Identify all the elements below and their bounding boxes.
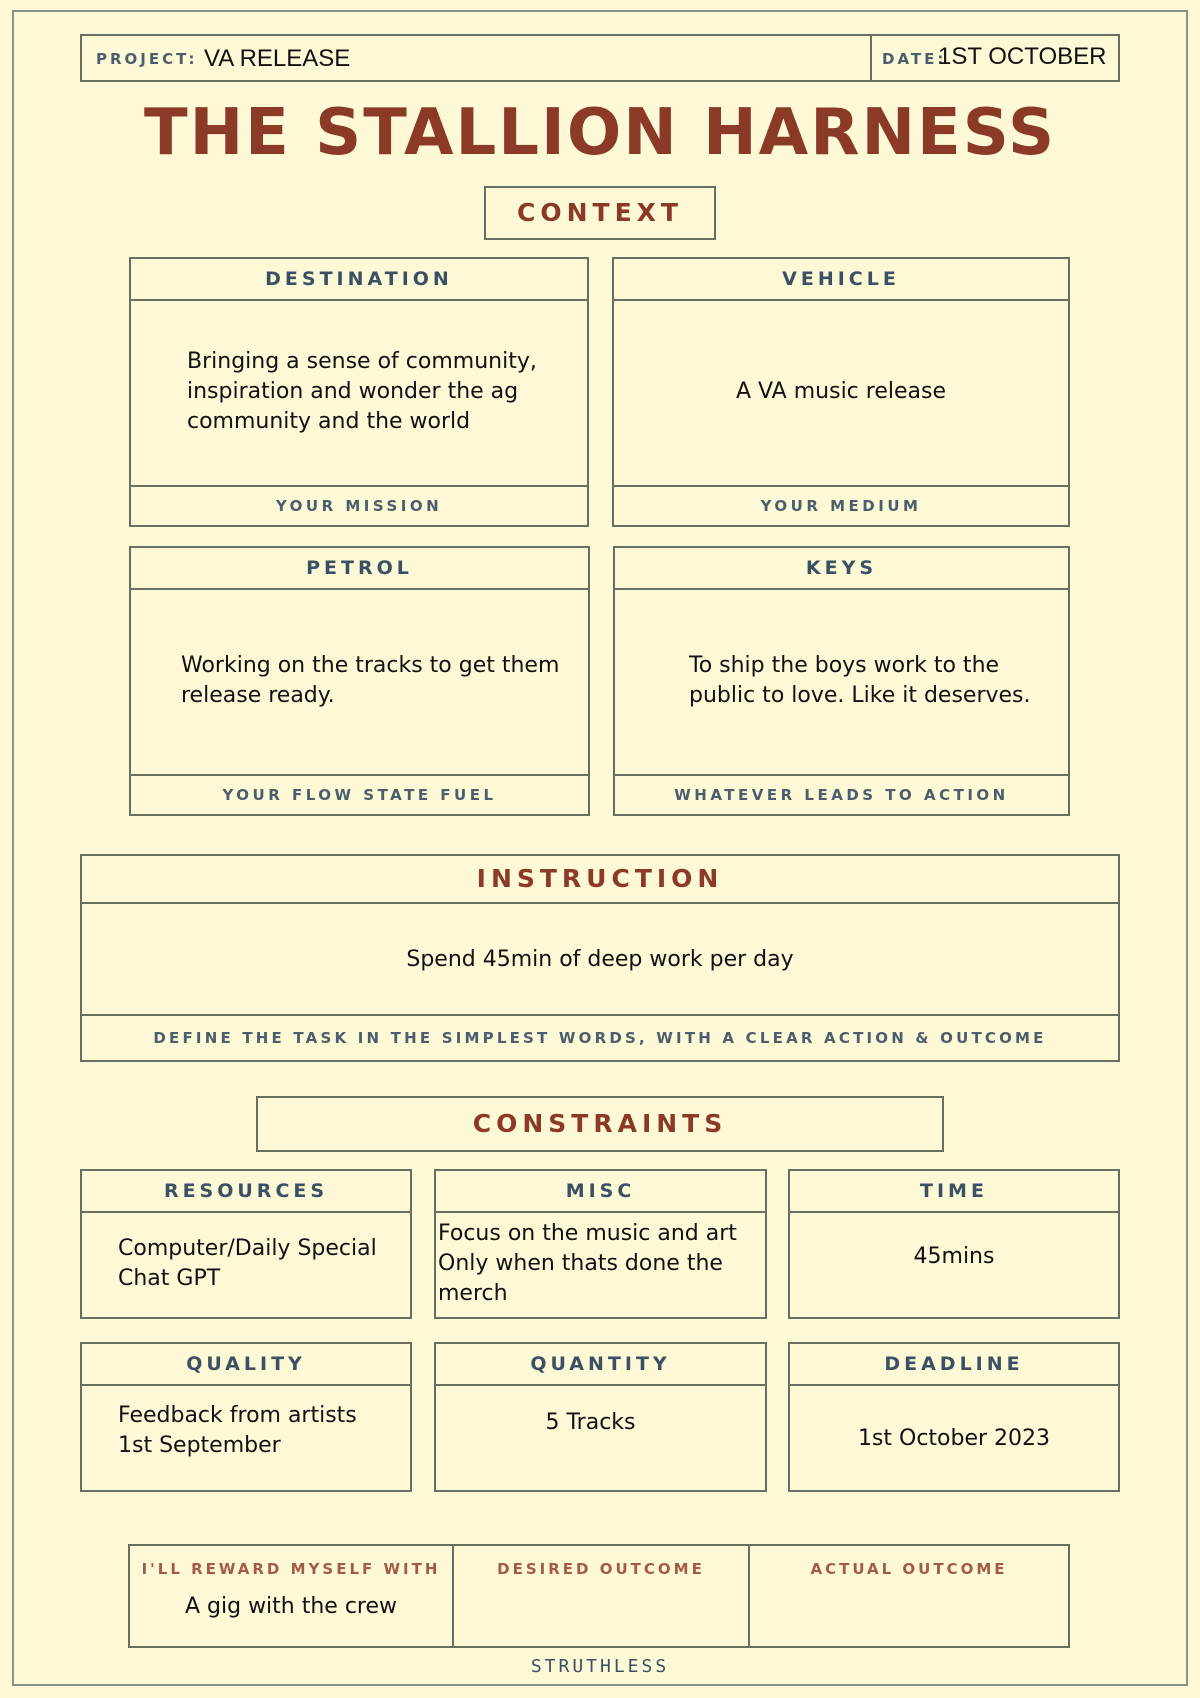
time-card bbox=[788, 1169, 1120, 1319]
project-value: VA RELEASE bbox=[204, 45, 351, 72]
destination-card bbox=[129, 257, 589, 527]
desired-outcome-cell bbox=[454, 1546, 748, 1646]
project-label: PROJECT: bbox=[96, 50, 198, 68]
reward-value: A gig with the crew bbox=[184, 1594, 398, 1619]
actual-outcome-label: ACTUAL OUTCOME bbox=[810, 1560, 1008, 1578]
time-title: TIME bbox=[920, 1180, 988, 1202]
date-label: DATE: bbox=[882, 50, 947, 68]
misc-text: Focus on the music and art Only when thats done the merch bbox=[438, 1221, 737, 1306]
destination-title: DESTINATION bbox=[265, 268, 453, 290]
instruction-title: INSTRUCTION bbox=[476, 864, 724, 893]
vehicle-text: A VA music release bbox=[736, 379, 946, 404]
deadline-title: DEADLINE bbox=[884, 1353, 1024, 1375]
quality-text: Feedback from artists 1st September bbox=[118, 1403, 357, 1458]
context-heading-box bbox=[484, 186, 716, 240]
constraints-heading: CONSTRAINTS bbox=[472, 1109, 728, 1138]
resources-title: RESOURCES bbox=[163, 1180, 329, 1202]
desired-outcome-label: DESIRED OUTCOME bbox=[497, 1560, 705, 1578]
destination-text: Bringing a sense of community, inspiration and wonder the ag community and the world bbox=[187, 349, 537, 434]
project-bar-divider bbox=[870, 36, 872, 80]
brand-footer: STRUTHLESS bbox=[530, 1656, 670, 1677]
keys-card bbox=[613, 546, 1070, 816]
keys-title: KEYS bbox=[805, 557, 878, 579]
instruction-text: Spend 45min of deep work per day bbox=[406, 947, 794, 972]
outcomes-table bbox=[128, 1544, 1070, 1648]
date-value: 1ST OCTOBER bbox=[938, 43, 1107, 70]
deadline-card bbox=[788, 1342, 1120, 1492]
misc-card bbox=[434, 1169, 767, 1319]
deadline-text: 1st October 2023 bbox=[857, 1426, 1051, 1451]
project-bar bbox=[80, 34, 1120, 82]
quantity-title: QUANTITY bbox=[530, 1353, 671, 1375]
page-title: THE STALLION HARNESS bbox=[143, 96, 1057, 170]
keys-text: To ship the boys work to the public to love. Like it deserves. bbox=[689, 653, 1031, 708]
petrol-text: Working on the tracks to get them release ready. bbox=[181, 653, 560, 708]
resources-text: Computer/Daily Special Chat GPT bbox=[118, 1236, 377, 1291]
time-text: 45mins bbox=[913, 1244, 995, 1269]
constraints-heading-box bbox=[256, 1096, 944, 1152]
instruction-footer: DEFINE THE TASK IN THE SIMPLEST WORDS, WITH A CLEAR ACTION & OUTCOME bbox=[153, 1029, 1047, 1047]
petrol-title: PETROL bbox=[306, 557, 413, 579]
quality-card bbox=[80, 1342, 412, 1492]
petrol-card bbox=[129, 546, 590, 816]
keys-footer: WHATEVER LEADS TO ACTION bbox=[674, 786, 1009, 804]
actual-outcome-cell bbox=[750, 1546, 1068, 1646]
petrol-footer: YOUR FLOW STATE FUEL bbox=[222, 786, 497, 804]
quality-title: QUALITY bbox=[186, 1353, 306, 1375]
resources-card bbox=[80, 1169, 412, 1319]
reward-label: I'LL REWARD MYSELF WITH bbox=[141, 1560, 441, 1578]
context-heading: CONTEXT bbox=[517, 198, 683, 227]
quantity-card bbox=[434, 1342, 767, 1492]
reward-cell bbox=[130, 1546, 452, 1646]
vehicle-card bbox=[612, 257, 1070, 527]
quantity-text: 5 Tracks bbox=[545, 1410, 636, 1435]
destination-footer: YOUR MISSION bbox=[275, 497, 443, 515]
misc-title: MISC bbox=[565, 1180, 636, 1202]
vehicle-footer: YOUR MEDIUM bbox=[760, 497, 922, 515]
vehicle-title: VEHICLE bbox=[782, 268, 900, 290]
instruction-card bbox=[80, 854, 1120, 1062]
